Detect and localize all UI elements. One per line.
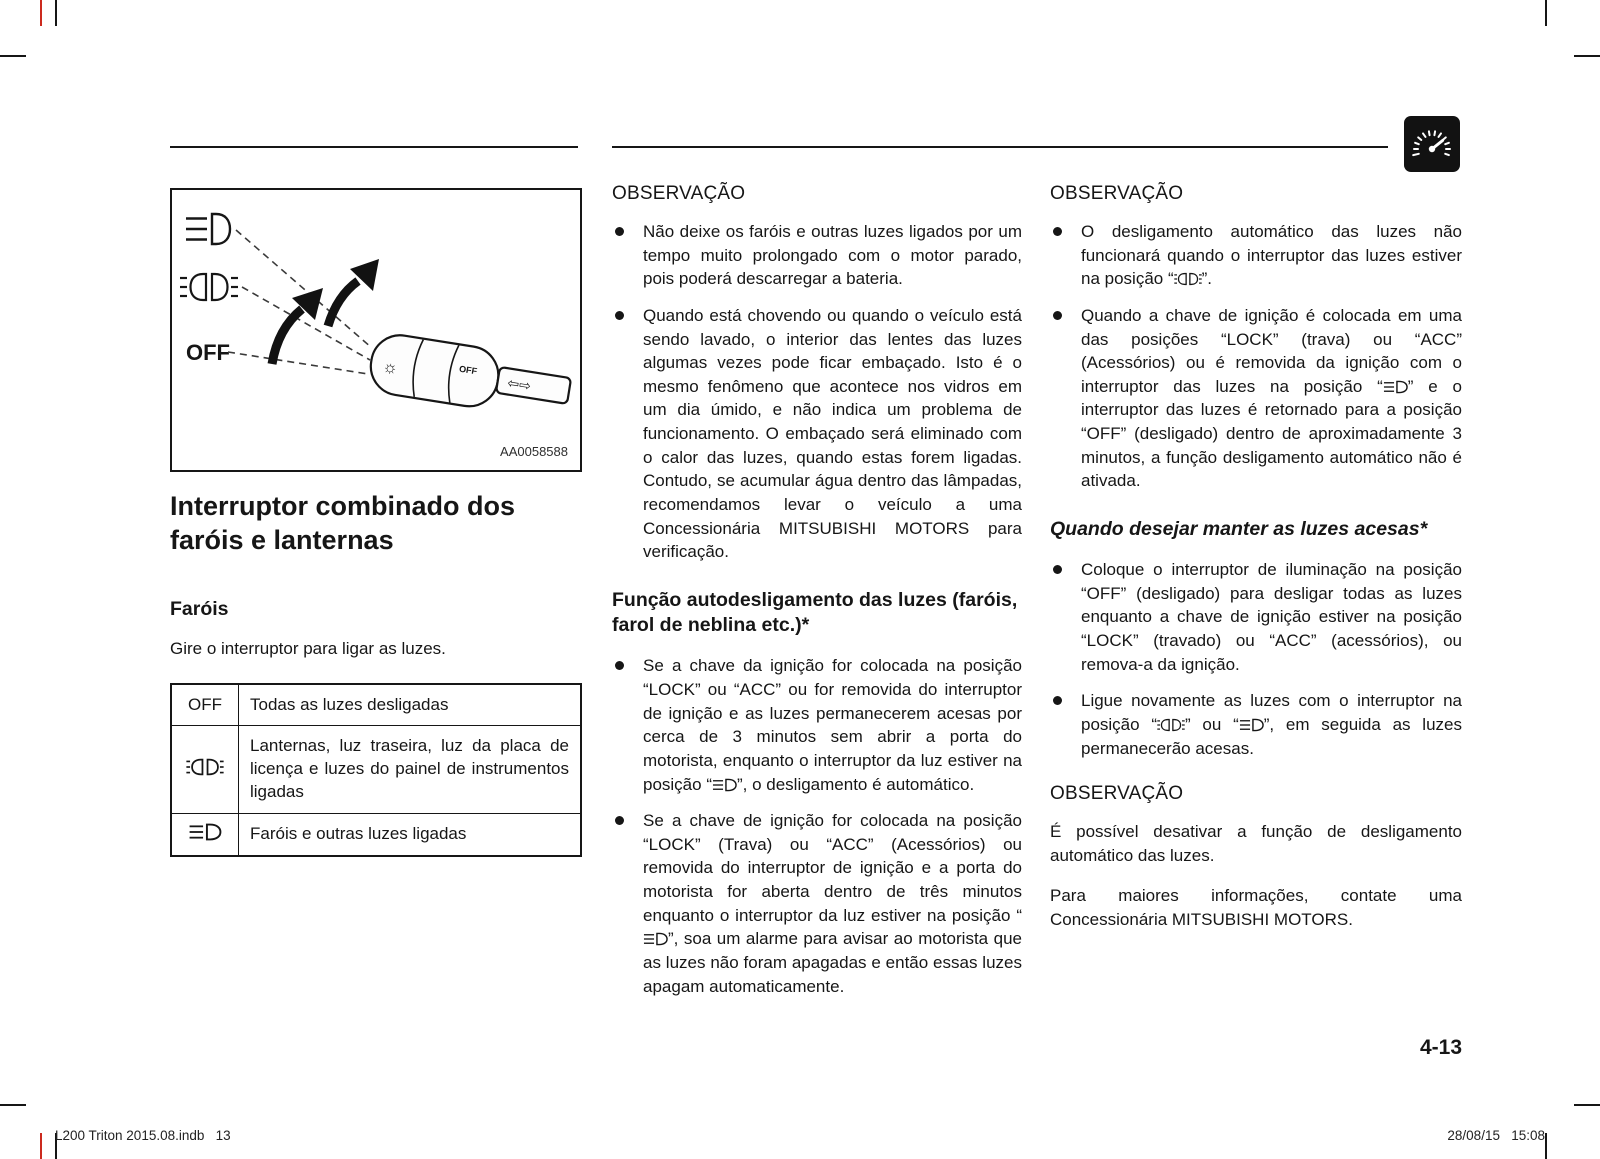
- crop-mark: [55, 0, 57, 26]
- headlight-icon: [186, 214, 230, 244]
- left-column: [170, 490, 582, 857]
- section-heading-keep-lights-on: Quando desejar manter as luzes acesas*: [1050, 517, 1428, 540]
- list-item: [1050, 304, 1462, 493]
- body-text: Quando a chave de ignição é colocada em uma das posições “LOCK” (trava) ou “ACC” (Acessórios) ou é removida da ignição com o interruptor das luzes na posição “: [1081, 305, 1462, 396]
- list-item: [612, 304, 1022, 564]
- crop-mark: [1574, 1104, 1600, 1106]
- bullet-icon: [1053, 565, 1062, 574]
- body-text: É possível desativar a função de desligamento automático das luzes.: [1050, 822, 1462, 865]
- body-text: Se a chave de ignição for colocada na posição “LOCK” (Trava) ou “ACC” (Acessórios) ou removida do interruptor de ignição e a porta do motorista for aberta dentro de três minutos enquanto o interruptor da luz estiver na posição “: [643, 811, 1022, 925]
- light-switch-table: [170, 683, 582, 858]
- list-item: [612, 220, 1022, 291]
- bullet-icon: [615, 661, 624, 670]
- section-heading-auto-off: Função autodesligamento das luzes (faróis, farol de neblina etc.)*: [612, 588, 1018, 637]
- body-text: Se a chave da ignição for colocada na posição “LOCK” ou “ACC” ou for removida do interruptor de ignição e as luzes permanecerem acesas por cerca de 3 minutos sem abrir a porta do motorista, enquanto o interruptor da luz estiver na posição “: [643, 656, 1022, 794]
- footer-timestamp: 28/08/15 15:08: [1447, 1128, 1545, 1143]
- bullet-icon: [615, 816, 624, 825]
- crop-mark: [1545, 1133, 1547, 1159]
- table-row: [171, 684, 581, 726]
- table-cell-text: Lanternas, luz traseira, luz da placa de licença e luzes do painel de instrumentos ligadas: [250, 736, 569, 802]
- stalk-off-label: OFF: [458, 363, 478, 377]
- bullet-icon: [615, 311, 624, 320]
- body-text: ”, o desligamento é automático.: [736, 774, 975, 794]
- table-cell-text: Faróis e outras luzes ligadas: [250, 824, 467, 844]
- bullet-icon: [1053, 227, 1062, 236]
- intro-text: Gire o interruptor para ligar as luzes.: [170, 638, 446, 658]
- list-item: [1050, 689, 1462, 760]
- headlight-icon: [188, 823, 222, 841]
- note-heading: OBSERVAÇÃO: [1050, 183, 1184, 204]
- instruments-chapter-icon: [1404, 116, 1460, 172]
- crop-mark: [0, 1104, 26, 1106]
- body-text: Para maiores informações, contate uma Concessionária MITSUBISHI MOTORS.: [1050, 886, 1462, 930]
- body-text: ”, em seguida as luzes permanecerão acesas.: [1081, 714, 1462, 758]
- section-heading-farois: Faróis: [170, 597, 229, 620]
- headlight-icon: [643, 932, 668, 946]
- bullet-icon: [1053, 311, 1062, 320]
- page-number: 4-13: [1419, 1036, 1462, 1059]
- registration-mark: [40, 0, 42, 26]
- body-text: Ligue novamente as luzes com o interruptor na posição “: [1081, 691, 1462, 734]
- body-text: ” ou “: [1185, 714, 1239, 734]
- crop-mark: [1574, 55, 1600, 57]
- list-item: [612, 654, 1022, 796]
- left-column-rule: [170, 146, 578, 148]
- headlight-icon: [1383, 380, 1408, 394]
- body-text: Quando está chovendo ou quando o veículo está sendo lavado, o interior das lentes das luzes algumas vezes pode ficar embaçado. Isto é o mesmo fenômeno que acontece nos vidros em um dia úmido, e não indica um problema de funcionamento. O embaçado será eliminado com o calor das luzes, quando estas forem ligadas. Contudo, se acumular água dentro das lâmpadas, recomendamos levar o veículo a uma Concessionária MITSUBISHI MOTORS para verificação.: [643, 305, 1022, 562]
- table-row: [171, 814, 581, 856]
- crop-mark: [1545, 0, 1547, 26]
- light-switch-figure: [170, 188, 582, 472]
- body-text: Coloque o interruptor de iluminação na posição “OFF” (desligado) para desligar todas as luzes enquanto a chave de ignição estiver na posição “LOCK” (travado) ou “ACC” (acessórios), ou remova-a da ignição.: [1081, 560, 1462, 674]
- rotation-arrows: [272, 259, 379, 364]
- table-cell-text: Todas as luzes desligadas: [250, 694, 449, 714]
- parking-lamps-icon: [180, 274, 238, 300]
- table-row: [171, 726, 581, 814]
- list-item: [612, 809, 1022, 998]
- body-text: Não deixe os faróis e outras luzes ligados por um tempo muito prolongado com o motor parado, pois poderá descarregar a bateria.: [643, 222, 1022, 289]
- figure-code: AA0058588: [500, 444, 568, 459]
- note-heading: OBSERVAÇÃO: [612, 183, 746, 204]
- parking-lamps-icon: [186, 758, 224, 776]
- parking-lamps-icon: [1157, 718, 1185, 732]
- list-item: [1050, 220, 1462, 291]
- footer-file-info: L200 Triton 2015.08.indb 13: [55, 1128, 231, 1143]
- figure-off-label: OFF: [186, 340, 230, 365]
- list-item: [1050, 558, 1462, 676]
- body-text: O desligamento automático das luzes não funcionará quando o interruptor das luzes estiver na posição “: [1081, 222, 1462, 289]
- headlight-icon: [712, 778, 737, 792]
- registration-mark: [40, 1133, 42, 1159]
- body-text: ”, soa um alarme para avisar ao motorista que as luzes não foram apagadas e então essas luzes apagam automaticamente.: [643, 929, 1022, 996]
- switch-stalk-drawing: [367, 331, 574, 422]
- note-heading: OBSERVAÇÃO: [1050, 783, 1184, 805]
- body-text: ”.: [1201, 269, 1213, 289]
- right-column: [1050, 183, 1462, 949]
- off-position-label: OFF: [188, 694, 222, 714]
- knob-light-symbol: ☼: [381, 356, 400, 378]
- turn-signal-arrows: ⇦⇨: [506, 374, 533, 394]
- bullet-icon: [615, 227, 624, 236]
- body-text: ” e o interruptor das luzes é retornado para a posição “OFF” (desligado) dentro de aproximadamente 3 minutos, a função desligamento automático não é ativada.: [1081, 376, 1462, 491]
- middle-column: [612, 183, 1022, 1011]
- parking-lamps-icon: [1174, 272, 1202, 286]
- page-title: Interruptor combinado dos faróis e lanternas: [170, 491, 516, 555]
- crop-mark: [0, 55, 26, 57]
- headlight-icon: [1239, 718, 1264, 732]
- bullet-icon: [1053, 696, 1062, 705]
- header-rule: [612, 146, 1388, 148]
